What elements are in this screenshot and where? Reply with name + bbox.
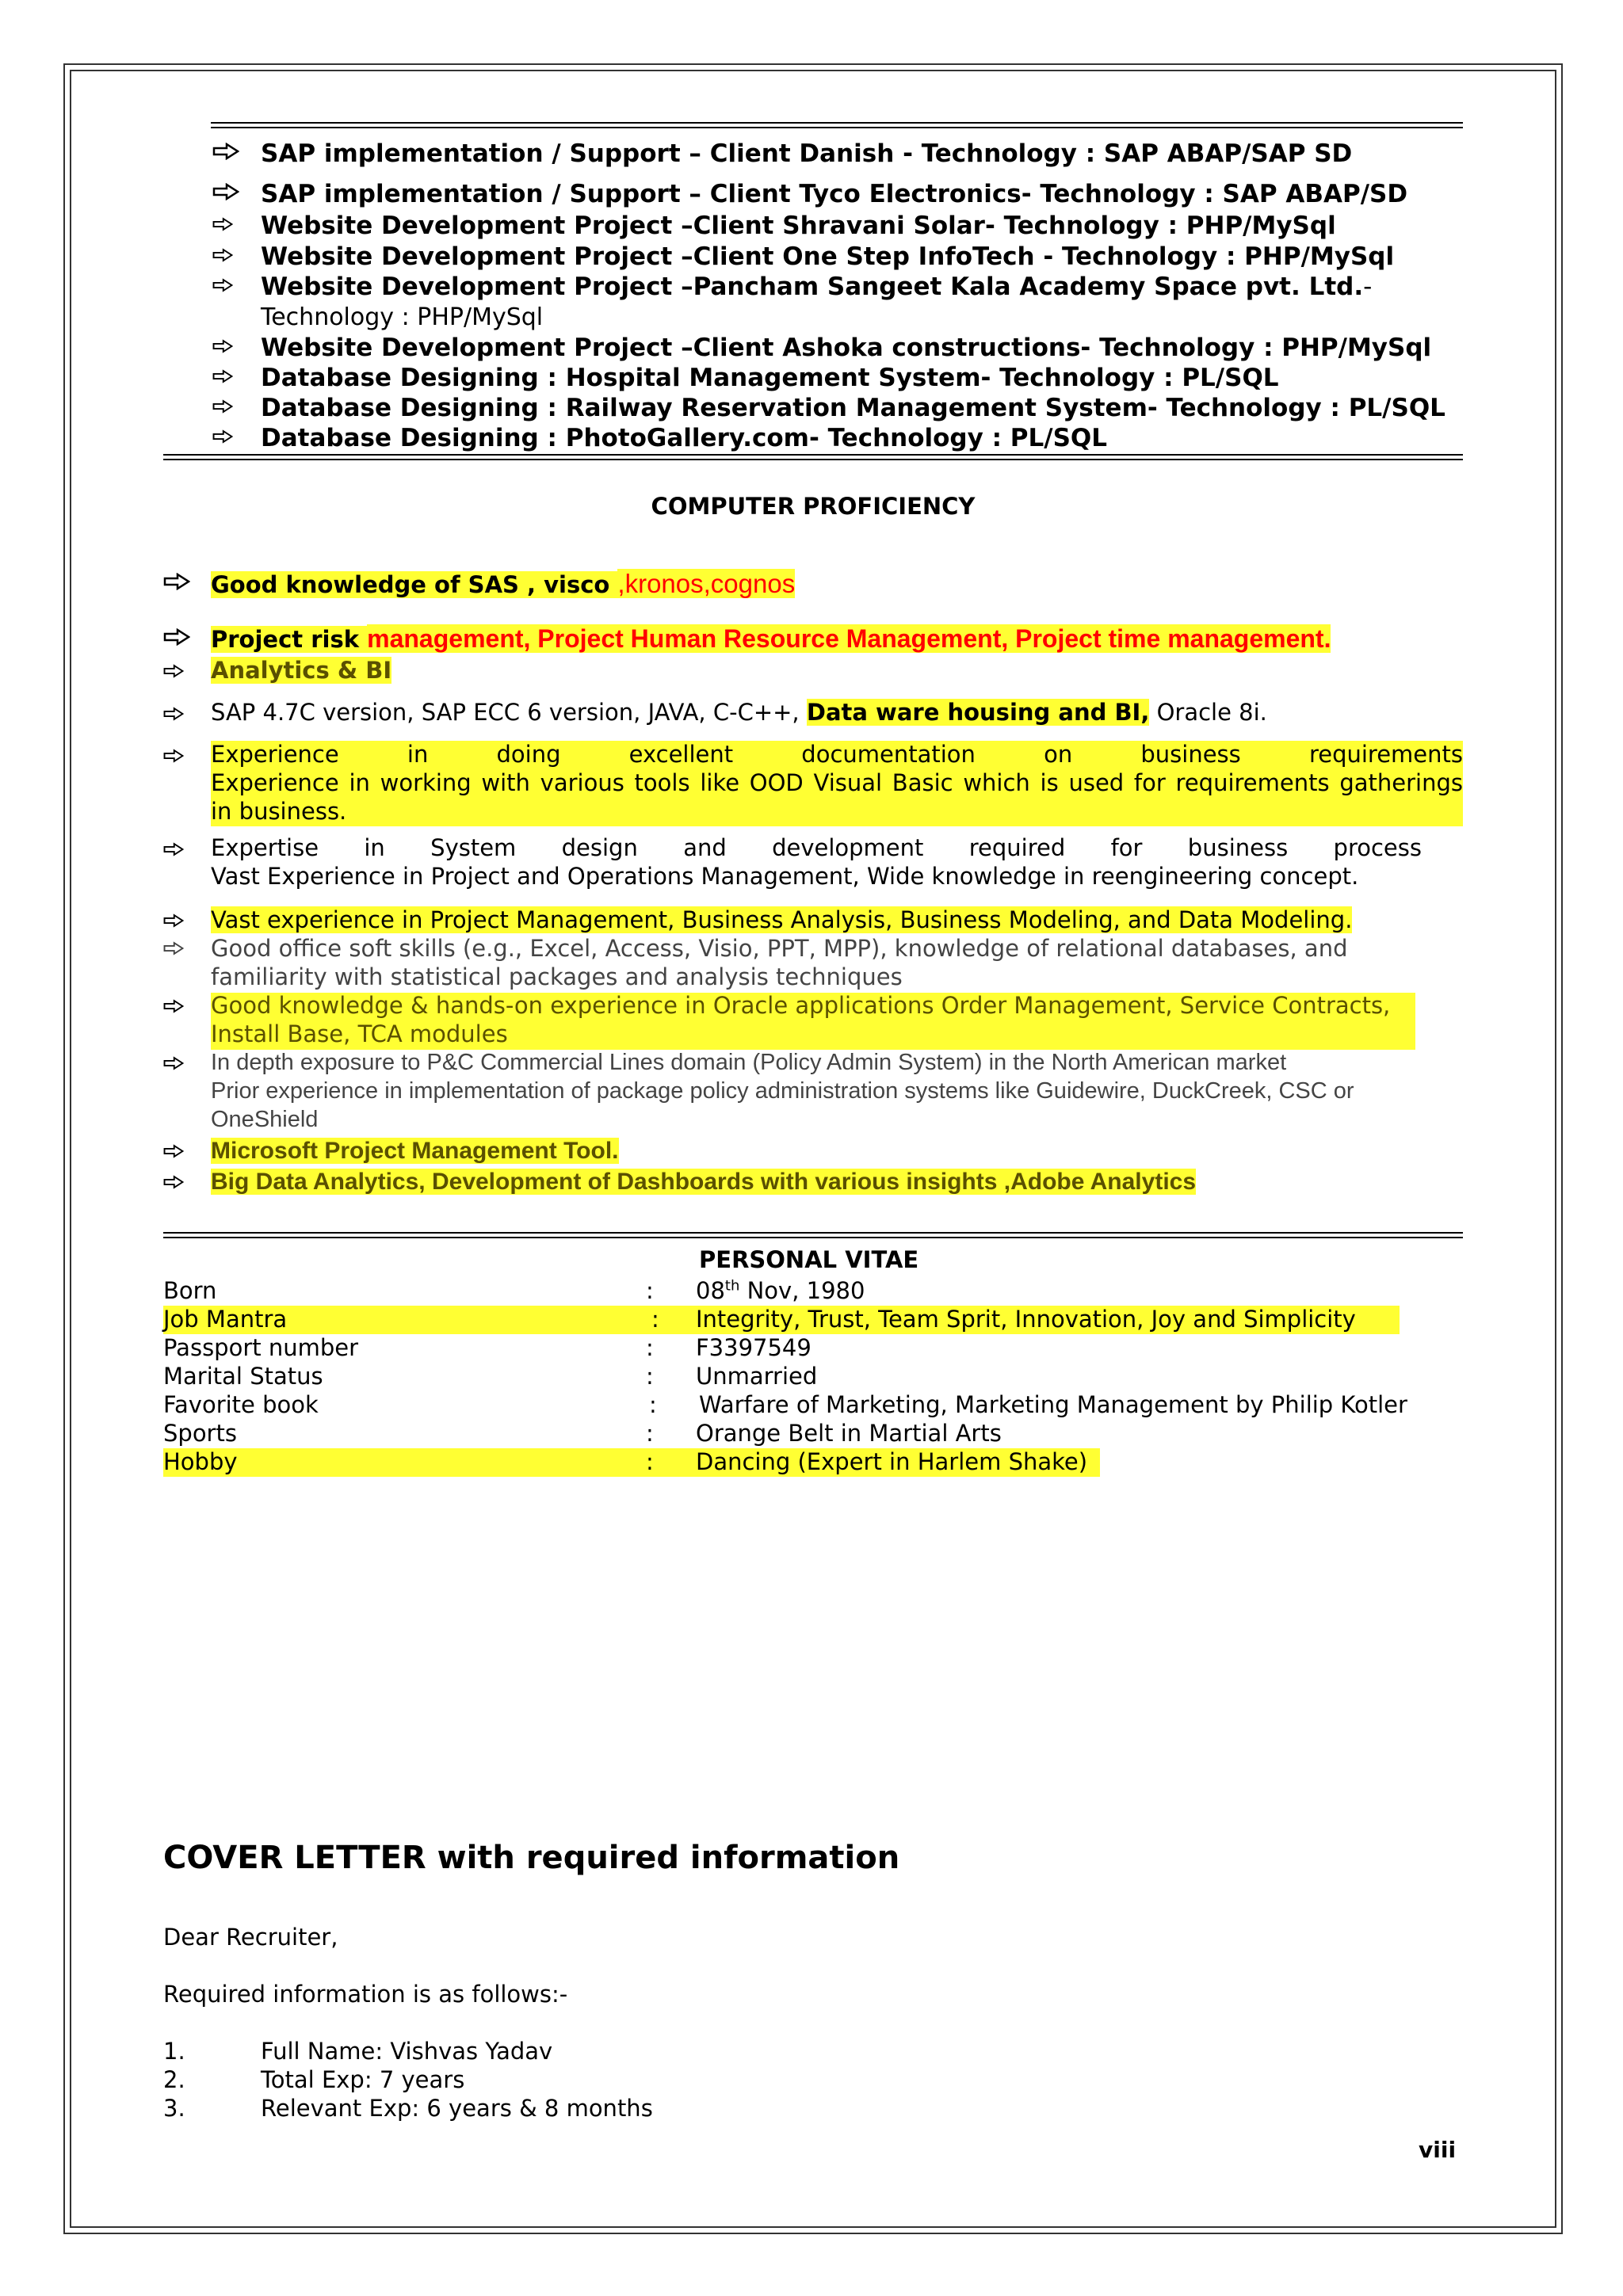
project-item: Website Development Project –Client Shravani Solar- Technology : PHP/MySql (261, 212, 1336, 240)
project-item: Database Designing : Railway Reservation Management System- Technology : PL/SQL (261, 394, 1445, 422)
projects-bottom-rule (163, 454, 1463, 460)
proficiency-line: Good knowledge & hands-on experience in Oracle applications Order Management, Service Contracts, (211, 992, 1391, 1019)
right-arrow-outline-icon (212, 143, 239, 160)
vitae-label: Marital Status (163, 1363, 323, 1390)
proficiency-line: Expertise in System design and development required for business process (211, 834, 1422, 861)
proficiency-item (211, 657, 391, 684)
vitae-colon: : (646, 1277, 654, 1304)
proficiency-line: Good office soft skills (e.g., Excel, Access, Visio, PPT, MPP), knowledge of relational databases, and (211, 935, 1348, 962)
project-item-suffix: - (1363, 273, 1373, 301)
right-arrow-outline-icon (163, 941, 184, 955)
vitae-value: Integrity, Trust, Team Sprit, Innovation, Joy and Simplicity (696, 1306, 1356, 1333)
proficiency-item (211, 906, 1352, 933)
right-arrow-outline-icon (212, 369, 233, 383)
vitae-value-day: 08 (696, 1277, 725, 1304)
proficiency-line: Prior experience in implementation of package policy administration systems like Guidewire, DuckCreek, CSC or (211, 1078, 1354, 1104)
vitae-colon: : (646, 1334, 654, 1361)
proficiency-line: In depth exposure to P&C Commercial Lines domain (Policy Admin System) in the North American market (211, 1050, 1287, 1075)
list-number: 1. (163, 2038, 185, 2065)
vitae-value: F3397549 (696, 1334, 812, 1361)
project-item: Database Designing : Hospital Management System- Technology : PL/SQL (261, 364, 1279, 392)
project-item: SAP implementation / Support – Client Tyco Electronics- Technology : SAP ABAP/SD (261, 180, 1408, 208)
computer-proficiency-title: COMPUTER PROFICIENCY (651, 493, 976, 520)
project-item: Database Designing : PhotoGallery.com- Technology : PL/SQL (261, 424, 1108, 452)
proficiency-item (211, 569, 795, 599)
vitae-colon: : (646, 1363, 654, 1390)
proficiency-item (211, 1138, 619, 1165)
cover-letter-greeting: Dear Recruiter, (163, 1924, 338, 1951)
right-arrow-outline-icon (163, 573, 190, 590)
right-arrow-outline-icon (212, 248, 233, 262)
list-number: 3. (163, 2095, 185, 2122)
vitae-label: Job Mantra (163, 1306, 288, 1333)
proficiency-text: Big Data Analytics, Development of Dashboards with various insights ,Adobe Analytics (211, 1169, 1197, 1195)
proficiency-item (211, 699, 1267, 726)
proficiency-line: Experience in working with various tools like OOD Visual Basic which is used for requirements gatherings (211, 769, 1463, 796)
proficiency-text-red: ,kronos,cognos (617, 569, 796, 598)
vitae-value: Dancing (Expert in Harlem Shake) (696, 1448, 1088, 1475)
proficiency-line: Install Base, TCA modules (211, 1020, 508, 1047)
right-arrow-outline-icon (163, 1144, 184, 1158)
right-arrow-outline-icon (212, 429, 233, 444)
proficiency-text-highlight: Data ware housing and BI, (806, 699, 1150, 726)
proficiency-item (211, 1169, 1196, 1196)
vitae-colon: : (646, 1448, 654, 1475)
list-item: Full Name: Vishvas Yadav (261, 2038, 553, 2065)
project-item: Website Development Project –Client Ashoka constructions- Technology : PHP/MySql (261, 334, 1432, 362)
vitae-value: Warfare of Marketing, Marketing Management by Philip Kotler (699, 1391, 1407, 1418)
right-arrow-outline-icon (163, 1056, 184, 1070)
proficiency-line: in business. (211, 798, 347, 825)
project-item (261, 273, 1372, 301)
proficiency-item (211, 624, 1331, 654)
right-arrow-outline-icon (163, 749, 184, 763)
cover-letter-intro: Required information is as follows:- (163, 1981, 568, 2008)
right-arrow-outline-icon (163, 1175, 184, 1189)
vitae-colon: : (649, 1391, 657, 1418)
vitae-colon: : (651, 1306, 659, 1333)
right-arrow-outline-icon (163, 842, 184, 856)
proficiency-line: Experience in doing excellent documentation on business requirements (211, 741, 1463, 768)
right-arrow-outline-icon (212, 399, 233, 414)
proficiency-text: Vast experience in Project Management, Business Analysis, Business Modeling, and Data Modeling. (211, 906, 1353, 933)
project-item: SAP implementation / Support – Client Danish - Technology : SAP ABAP/SAP SD (261, 139, 1353, 168)
vitae-value: Orange Belt in Martial Arts (696, 1420, 1002, 1447)
proficiency-text: SAP 4.7C version, SAP ECC 6 version, JAVA, C-C++, (211, 699, 807, 726)
proficiency-line: familiarity with statistical packages and analysis techniques (211, 963, 903, 990)
project-item-text: Website Development Project –Pancham Sangeet Kala Academy Space pvt. Ltd. (261, 273, 1364, 301)
top-double-rule (211, 122, 1463, 128)
right-arrow-outline-icon (163, 707, 184, 721)
project-item-continuation: Technology : PHP/MySql (261, 303, 544, 331)
vitae-label: Favorite book (163, 1391, 319, 1418)
proficiency-bottom-rule (163, 1232, 1463, 1238)
right-arrow-outline-icon (163, 664, 184, 678)
proficiency-text: Microsoft Project Management Tool. (211, 1138, 619, 1164)
right-arrow-outline-icon (212, 339, 233, 353)
right-arrow-outline-icon (212, 183, 239, 200)
proficiency-text: Analytics & BI (211, 657, 392, 684)
proficiency-text: Project risk (211, 626, 368, 653)
proficiency-line: OneShield (211, 1107, 319, 1132)
vitae-label: Sports (163, 1420, 237, 1447)
vitae-label: Passport number (163, 1334, 359, 1361)
project-item: Website Development Project –Client One Step InfoTech - Technology : PHP/MySql (261, 242, 1395, 271)
cover-letter-title: COVER LETTER with required information (163, 1840, 900, 1876)
right-arrow-outline-icon (163, 913, 184, 928)
page-number: viii (1419, 2137, 1457, 2163)
proficiency-text-red: management, Project Human Resource Management, Project time management. (367, 624, 1331, 653)
list-item: Total Exp: 7 years (261, 2066, 465, 2093)
vitae-label: Hobby (163, 1448, 238, 1475)
right-arrow-outline-icon (163, 999, 184, 1013)
right-arrow-outline-icon (163, 628, 190, 646)
vitae-label: Born (163, 1277, 217, 1304)
proficiency-text: Good knowledge of SAS , visco (211, 571, 618, 598)
right-arrow-outline-icon (212, 217, 233, 231)
list-item: Relevant Exp: 6 years & 8 months (261, 2095, 653, 2122)
vitae-value-ordinal: th (724, 1277, 740, 1295)
right-arrow-outline-icon (212, 278, 233, 292)
vitae-value (696, 1277, 865, 1304)
list-number: 2. (163, 2066, 185, 2093)
vitae-colon: : (646, 1420, 654, 1447)
personal-vitae-title: PERSONAL VITAE (699, 1246, 919, 1273)
proficiency-line: Vast Experience in Project and Operations Management, Wide knowledge in reengineering concept. (211, 863, 1359, 890)
proficiency-text: Oracle 8i. (1149, 699, 1267, 726)
vitae-value: Unmarried (696, 1363, 818, 1390)
vitae-value-rest: Nov, 1980 (739, 1277, 865, 1304)
